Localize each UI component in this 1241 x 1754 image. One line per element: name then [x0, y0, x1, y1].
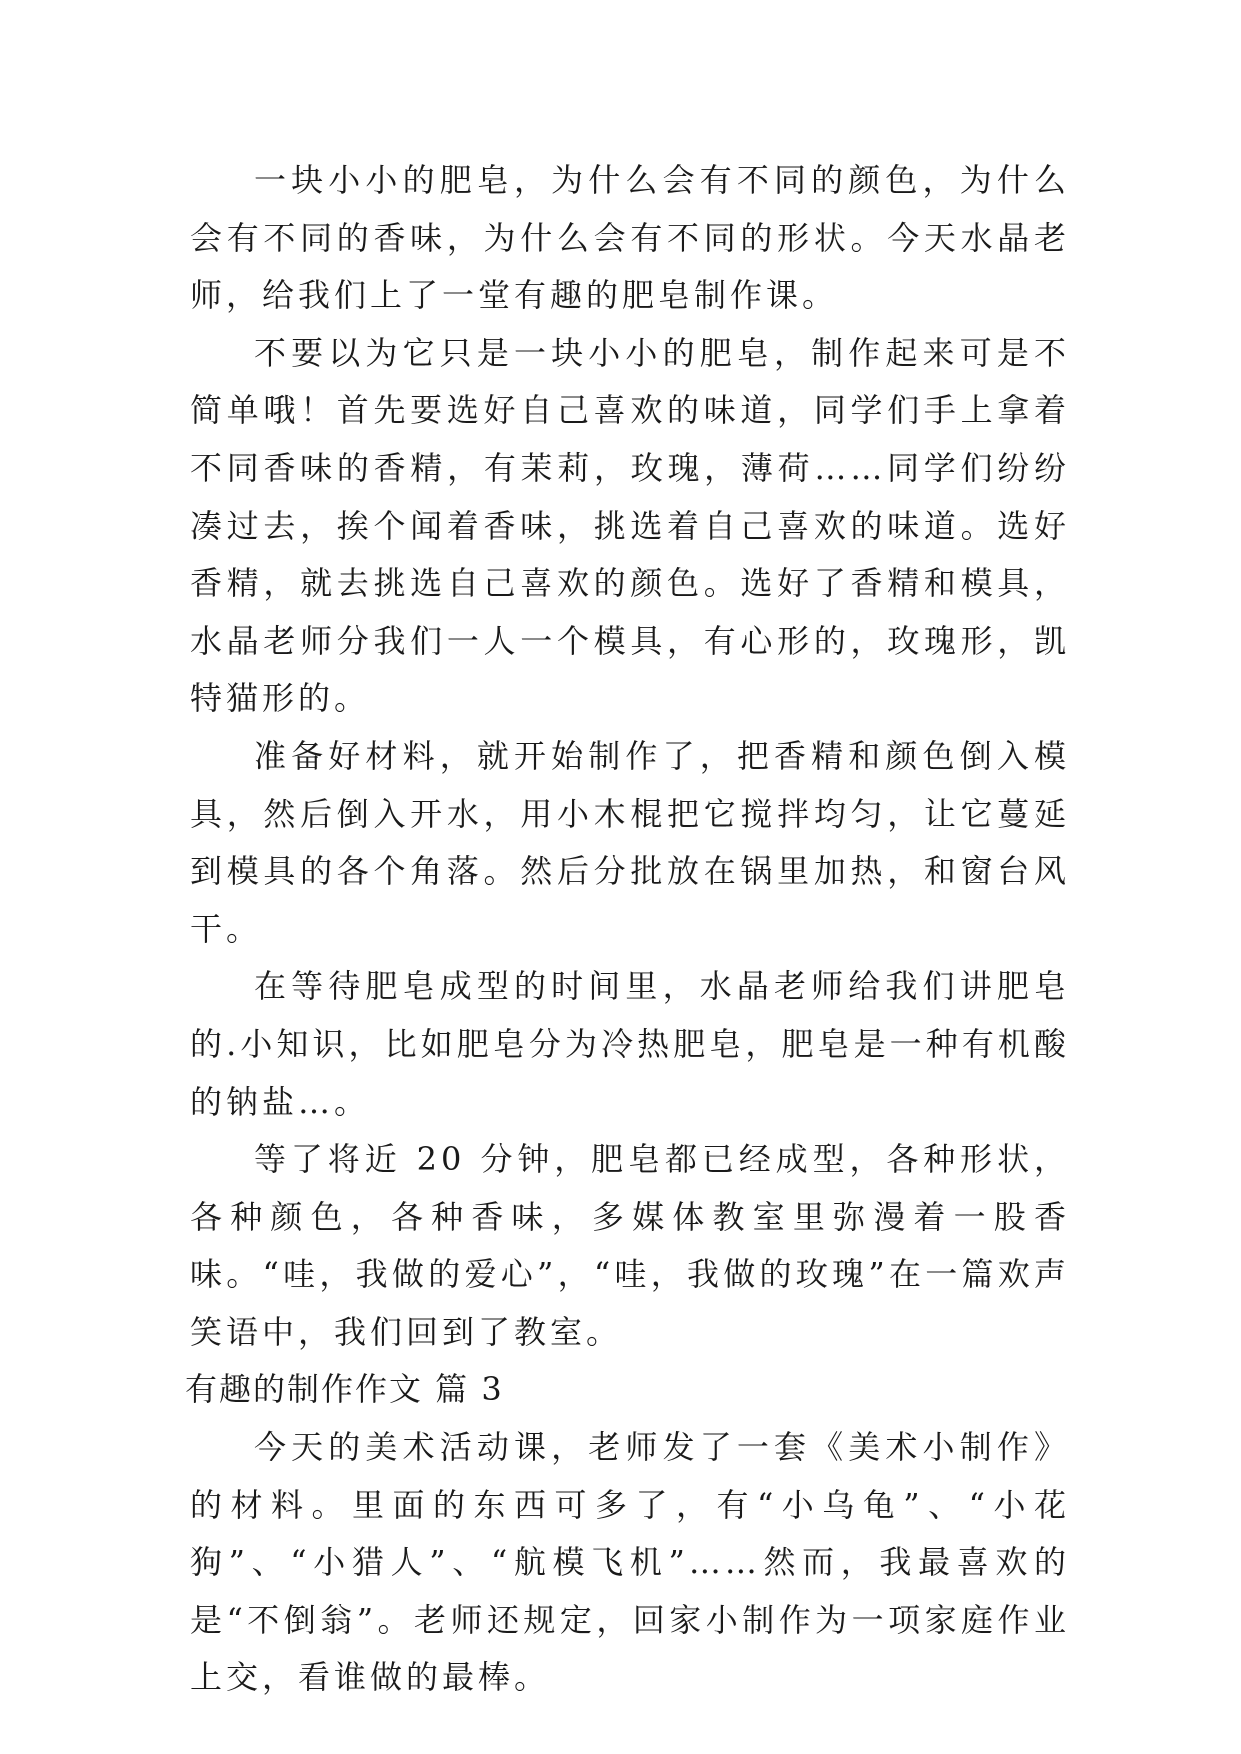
paragraph-soap-finished: 等了将近 20 分钟，肥皂都已经成型，各种形状，各种颜色，各种香味，多媒体教室里弥漫着一股香味。“哇，我做的爱心”，“哇，我做的玫瑰”在一篇欢声笑语中，我们回到了教室。 — [190, 1140, 1070, 1351]
document-body — [185, 152, 1070, 1707]
paragraph-choosing-scent: 不要以为它只是一块小小的肥皂，制作起来可是不简单哦！首先要选好自己喜欢的味道，同学们手上拿着不同香味的香精，有茉莉，玫瑰，薄荷……同学们纷纷凑过去，挨个闻着香味，挑选着自己喜欢的味道。选好香精，就去挑选自己喜欢的颜色。选好了香精和模具，水晶老师分我们一人一个模具，有心形的，玫瑰形，凯特猫形的。 — [190, 333, 1070, 718]
paragraph-art-class: 今天的美术活动课，老师发了一套《美术小制作》的材料。里面的东西可多了，有“小乌龟”、“小花狗”、“小猎人”、“航模飞机”……然而，我最喜欢的是“不倒翁”。老师还规定，回家小制作为一项家庭作业上交，看谁做的最棒。 — [190, 1428, 1070, 1697]
paragraph-making-process: 准备好材料，就开始制作了，把香精和颜色倒入模具，然后倒入开水，用小木棍把它搅拌均匀，让它蔓延到模具的各个角落。然后分批放在锅里加热，和窗台风干。 — [190, 736, 1070, 948]
paragraph-soap-intro: 一块小小的肥皂，为什么会有不同的颜色，为什么会有不同的香味，为什么会有不同的形状。今天水晶老师，给我们上了一堂有趣的肥皂制作课。 — [190, 161, 1070, 315]
paragraph-soap-knowledge: 在等待肥皂成型的时间里，水晶老师给我们讲肥皂的.小知识，比如肥皂分为冷热肥皂，肥皂是一种有机酸的钠盐…。 — [190, 967, 1070, 1121]
section-heading: 有趣的制作作文 篇 3 — [185, 1370, 504, 1409]
